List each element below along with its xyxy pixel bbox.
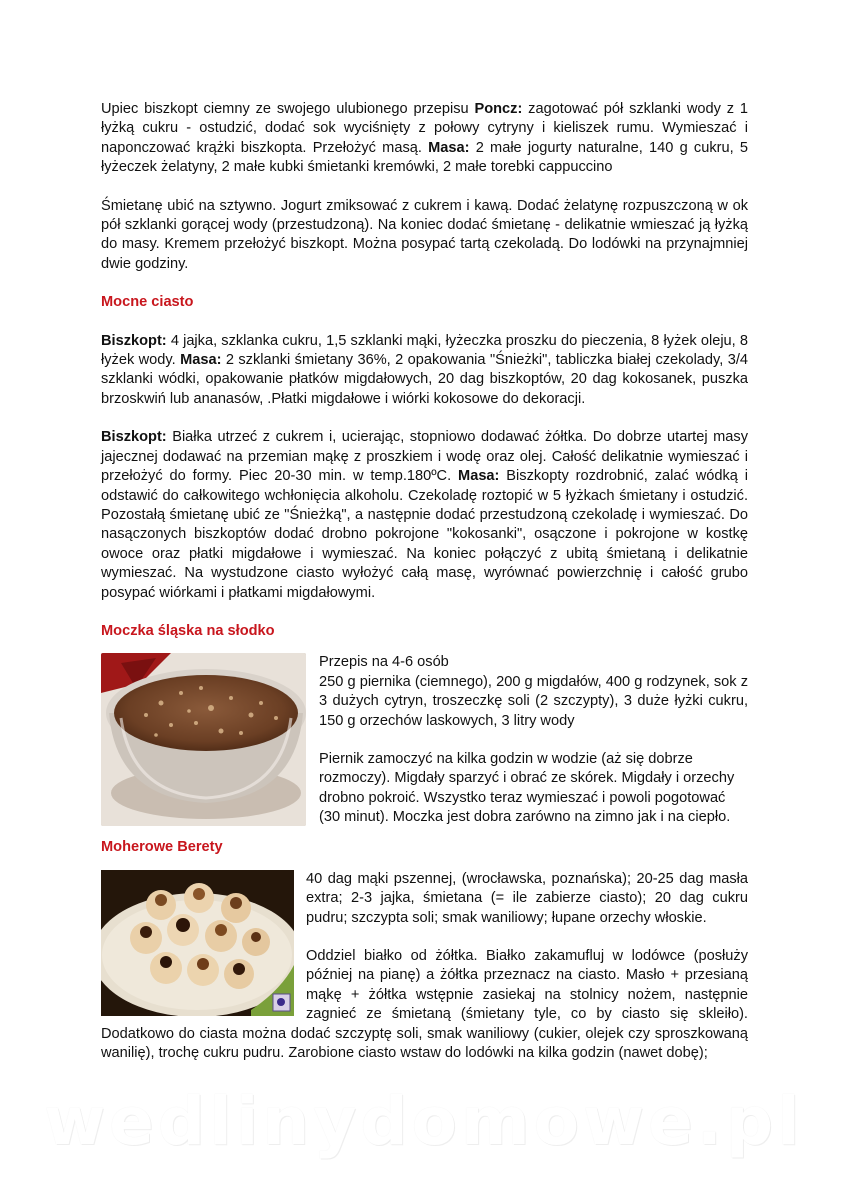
- section-title-mocne-ciasto: Mocne ciasto: [101, 294, 194, 311]
- moherowe-section: [101, 870, 748, 1064]
- poncz-label: Poncz:: [474, 101, 523, 117]
- biszkopt-label: Biszkopt:: [101, 332, 167, 349]
- moczka-section: [101, 653, 748, 828]
- moczka-photo: [101, 653, 306, 826]
- moczka-steps: Piernik zamoczyć na kilka godzin w wodzie (aż się dobrze rozmoczy). Migdały sparzyć i obrać ze skórek. Migdały i orzechy drobno pokroić. Wszystko teraz wymieszać i powoli pogotować (30 minut). Moczka jest dobra zarówno na zimno jak i na ciepło.: [319, 750, 735, 826]
- intro-text: Upiec biszkopt ciemny ze swojego ulubionego przepisu: [101, 101, 475, 117]
- intro-paragraph-2: Śmietanę ubić na sztywno. Jogurt zmiksować z cukrem i kawą. Dodać żelatynę rozpuszczoną w ok pół szklanki gorącej wody (przestudzoną). Na koniec dodać śmietanę - delikatnie wmieszać ją łyżką do masy. Kremem przełożyć biszkopt. Można posypać tartą czekoladą. Do lodówki na przynajmniej dwie godziny.: [101, 197, 748, 272]
- moczka-servings: Przepis na 4-6 osób: [319, 654, 449, 671]
- mocne-ingredients: [101, 332, 748, 410]
- moczka-bowl-illustration: [101, 653, 306, 826]
- steps-text: Biszkopty rozdrobnić, zalać wódką i odstawić do całkowitego wchłonięcia alkoholu. Czekoladę roztopić w 5 łyżkach śmietany i ostudzić. Pozostałą śmietanę ubić ze "Śnieżką", a następnie dodać przestudzoną czekoladę i wymieszać. Do nasączonych biszkoptów dodać drobno pokrojone "kokosanki", osączone i pokrojone w kostkę owoce oraz płatki migdałowe i wymieszać. Na koniec połączyć z ubitą śmietaną i delikatnie wymieszać. Na wystudzone ciasto wyłożyć całą masę, wyrównać powierzchnię i całość grubo posypać wiórkami i płatkami migdałowymi.: [101, 468, 749, 601]
- masa-label: Masa:: [180, 352, 222, 369]
- moherowe-berety-photo: [101, 870, 294, 1016]
- section-title-moherowe-berety: Moherowe Berety: [101, 839, 223, 856]
- document-body: [101, 100, 748, 1063]
- masa-label: Masa:: [458, 468, 500, 485]
- intro-text: zagotować pół szklanki wody z 1 łyżką cukru - ostudzić, dodać sok wyciśnięty z połowy cytryny i kieliszek rumu. Wymieszać i naponczować krążki biszkopta. Przełożyć masą.: [101, 101, 748, 156]
- intro-paragraph-1: [101, 100, 748, 178]
- masa-label: Masa:: [428, 139, 470, 156]
- biszkopt-label: Biszkopt:: [101, 429, 167, 446]
- mocne-steps: [101, 428, 748, 603]
- section-title-moczka: Moczka śląska na słodko: [101, 622, 275, 639]
- moherowe-ingredients: 40 dag mąki pszennej, (wrocławska, poznańska); 20-25 dag masła extra; 2-3 jajka, śmietana (= ile zabierze ciasto); 20 dag cukru pudru; szczypta soli; smak waniliowy; łupane orzechy włoskie.: [306, 870, 748, 926]
- moherowe-steps: Oddziel białko od żółtka. Białko zakamufluj w lodówce (posłuży później na pianę) a żółtka przeznacz na ciasto. Masło + przesianą mąkę + żółtka wstępnie zasiekaj na stolnicy nożem, następnie zagnieć ze śmietaną (śmietany tyle, co by ciasto się skleiło). Dodatkowo do ciasta można dodać szczyptę soli, smak waniliowy (cukier, olejek czy sproszkowaną wanilię), trochę cukru pudru. Zarobione ciasto wstaw do lodówki na kilka godzin (nawet dobę);: [101, 947, 748, 1061]
- ingredients-text: 4 jajka, szklanka cukru, 1,5 szklanki mąki, łyżeczka proszku do pieczenia, 8 łyżek oleju, 8 łyżek wody.: [101, 332, 748, 369]
- watermark: wedlinydomowe.pl: [44, 1083, 804, 1160]
- intro-text: 2 małe jogurty naturalne, 140 g cukru, 5 łyżeczek żelatyny, 2 małe kubki śmietanki kremówki, 2 małe torebki cappuccino: [101, 139, 748, 176]
- steps-text: Białka utrzeć z cukrem i, ucierając, stopniowo dodawać żółtka. Do dobrze utartej masy jajecznej dodawać na przemian mąkę z proszkiem i wodę oraz olej. Całość delikatnie wymieszać i przełożyć do formy. Piec 20-30 min. w temp.180ºC.: [101, 429, 748, 485]
- ingredients-text: 2 szklanki śmietany 36%, 2 opakowania "Śnieżki", tabliczka białej czekolady, 3/4 szklanki wódki, opakowanie płatków migdałowych, 20 dag biszkoptów, 20 dag kokosanek, puszka brzoskwiń lub ananasów, .Płatki migdałowe i wiórki kokosowe do dekoracji.: [101, 352, 748, 407]
- moczka-ingredients: 250 g piernika (ciemnego), 200 g migdałów, 400 g rodzynek, sok z 3 dużych cytryn, troszeczkę soli (2 szczypty), 3 duże łyżki cukru, 150 g orzechów laskowych, 3 litry wody: [319, 673, 748, 729]
- cookies-plate-illustration: [101, 870, 294, 1016]
